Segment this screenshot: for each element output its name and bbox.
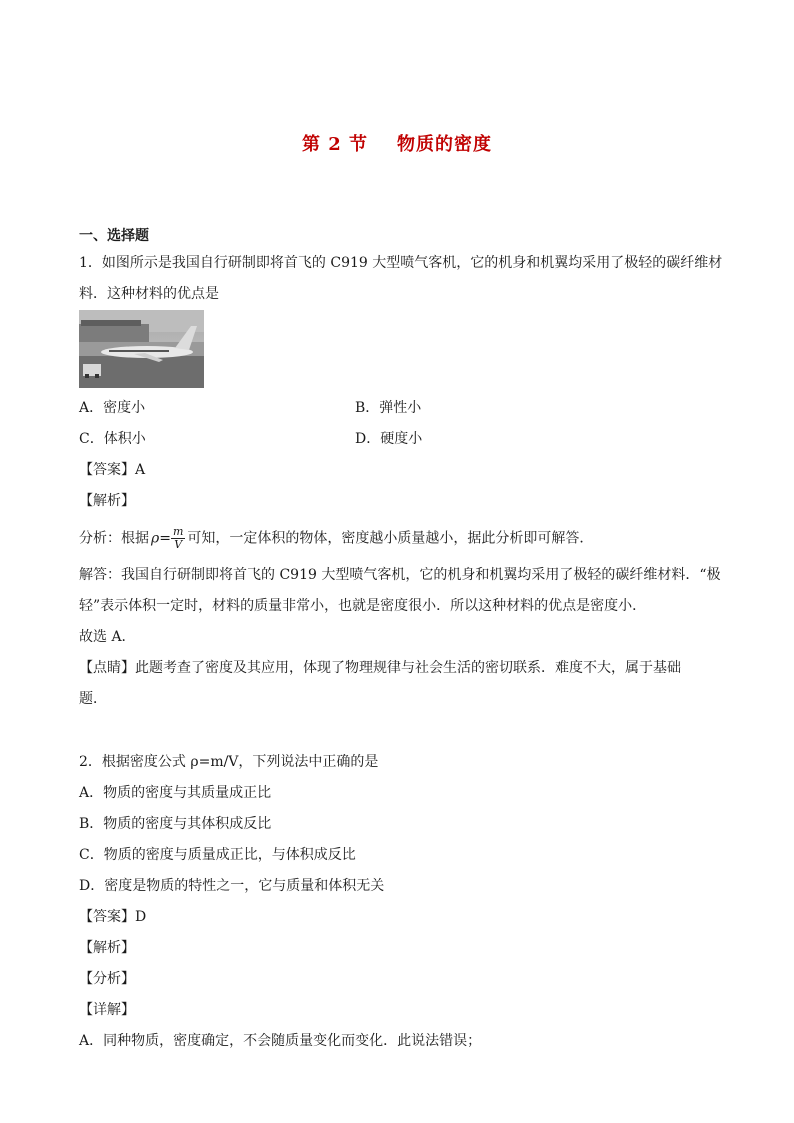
q2-option-b: B．物质的密度与其体积成反比 [79,816,272,832]
q1-option-d: D．硬度小 [355,431,423,447]
q2-option-c: C．物质的密度与质量成正比，与体积成反比 [79,847,356,863]
q2-stem: 2．根据密度公式 ρ=m/V，下列说法中正确的是 [79,754,379,770]
q1-stem-line2: 料．这种材料的优点是 [79,286,219,302]
page-title: 第 2 节 物质的密度 [301,134,493,155]
q1-answer: 【答案】A [79,462,146,478]
q1-analysis-heading: 【解析】 [79,493,135,509]
q2-answer: 【答案】D [79,909,147,925]
q2-detail-a: A．同种物质，密度确定，不会随质量变化而变化．此说法错误； [79,1033,482,1049]
formula-rho: ρ= [151,530,171,547]
q1-comment-line2: 题． [79,691,107,707]
q1-solution-line1: 解答：我国自行研制即将首飞的 C919 大型喷气客机，它的机身和机翼均采用了极轻的碳纤维材料．“极 [79,567,721,583]
density-formula [151,526,185,551]
formula-fraction [171,526,185,551]
q2-analysis-heading: 【解析】 [79,940,135,956]
q2-analysis-sub: 【分析】 [79,971,135,987]
q1-analysis-suffix: 可知，一定体积的物体，密度越小质量越小，据此分析即可解答． [187,530,594,547]
section-heading: 一、选择题 [79,228,149,244]
q1-option-a: A．密度小 [79,400,146,416]
q2-detail-heading: 【详解】 [79,1002,135,1018]
airplane-photo [79,310,204,388]
q1-stem-line1: 1．如图所示是我国自行研制即将首飞的 C919 大型喷气客机，它的机身和机翼均采用了极轻的碳纤维材 [79,255,723,271]
q2-option-a: A．物质的密度与其质量成正比 [79,785,272,801]
q1-comment-line1: 【点睛】此题考查了密度及其应用，体现了物理规律与社会生活的密切联系．难度不大，属于基础 [79,660,681,676]
q1-analysis-prefix: 分析：根据 [79,530,149,547]
formula-numerator: m [172,525,184,538]
q1-solution-line2: 轻”表示体积一定时，材料的质量非常小，也就是密度很小．所以这种材料的优点是密度小． [79,598,647,614]
formula-denominator: V [174,538,183,551]
q1-analysis-line [79,526,593,551]
q1-option-b: B．弹性小 [355,400,422,416]
q1-choice: 故选 A． [79,629,136,645]
q2-option-d: D．密度是物质的特性之一，它与质量和体积无关 [79,878,385,894]
q1-option-c: C．体积小 [79,431,146,447]
airplane-icon [79,310,204,388]
